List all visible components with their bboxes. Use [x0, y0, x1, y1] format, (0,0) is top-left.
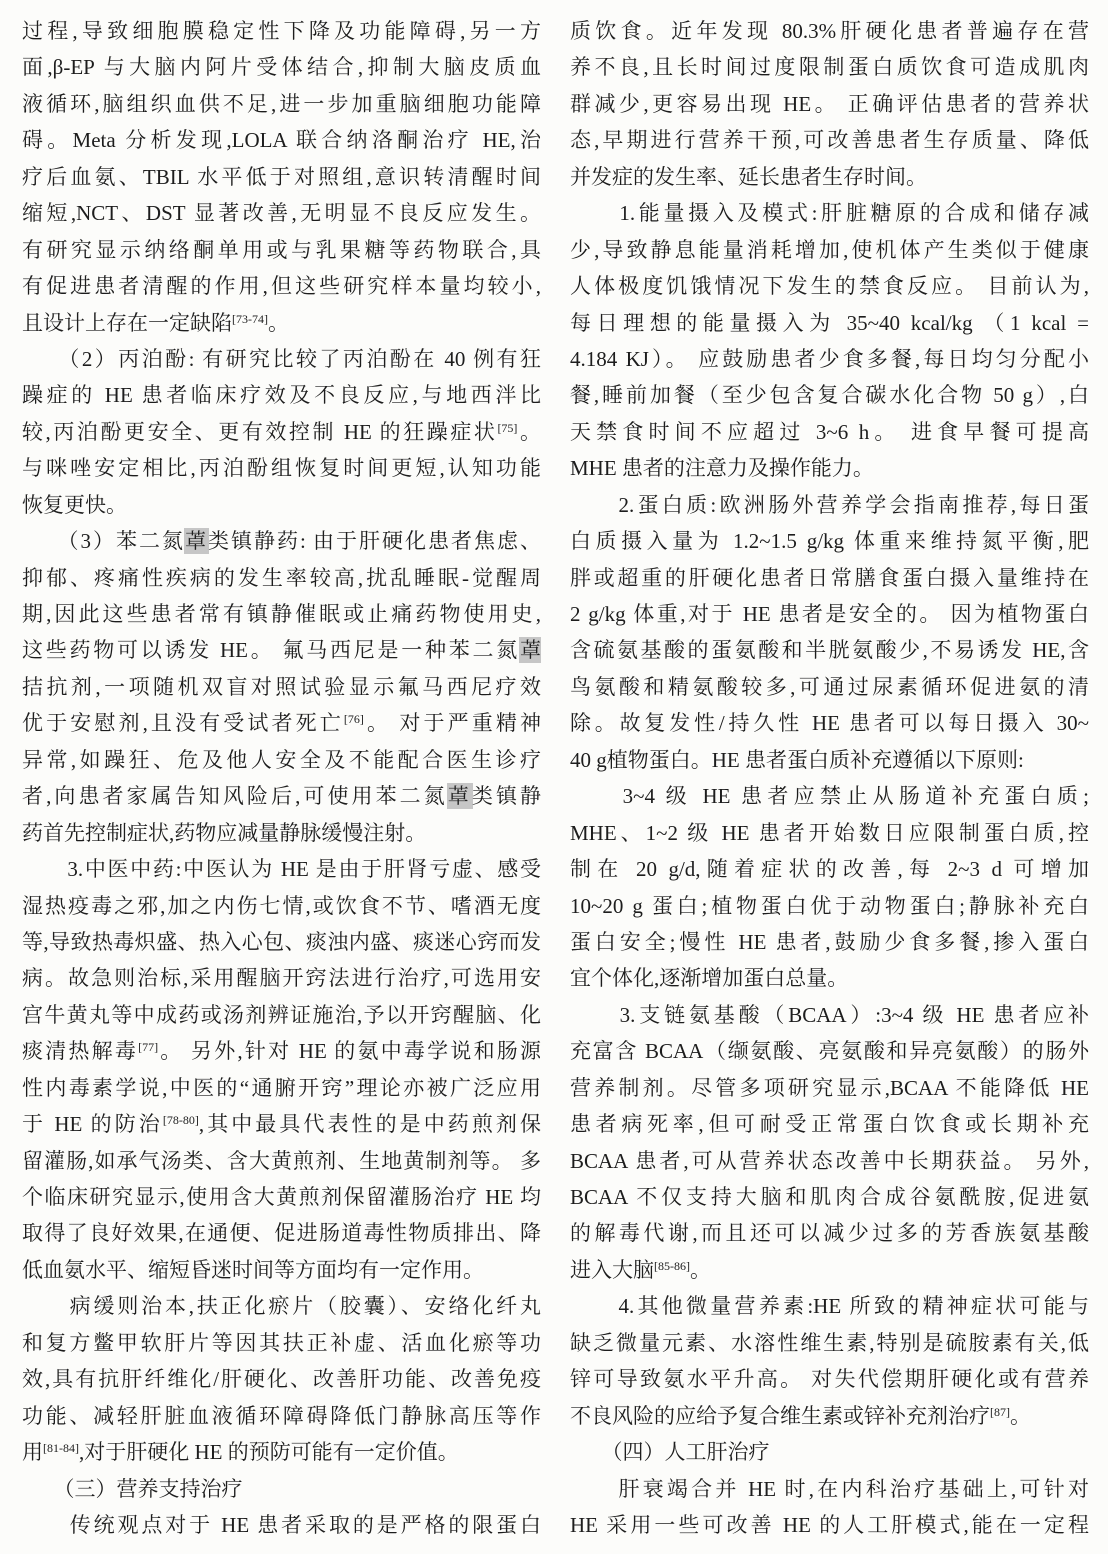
text-line: 少,导致静息能量消耗增加,使机体产生类似于健康 — [570, 237, 1089, 262]
text-line: 群减少,更容易出现 HE。 正确评估患者的营养状 — [570, 91, 1089, 116]
text-line: 留灌肠,如承气汤类、含大黄煎剂、生地黄制剂等。 多 — [22, 1148, 541, 1173]
text-line: 制在 20 g/d,随着症状的改善,每 2~3 d 可增加 — [570, 857, 1089, 882]
text-line: （三）营养支持治疗 — [22, 1476, 243, 1501]
text-line: 患者病死率,但可耐受正常蛋白饮食或长期补充 — [570, 1112, 1089, 1137]
text-line: 进入大脑[85-86]。 — [570, 1257, 711, 1282]
text-line: 3.中医中药:中医认为 HE 是由于肝肾亏虚、感受 — [22, 857, 541, 882]
text-line: 宫牛黄丸等中成药或汤剂辨证施治,予以开窍醒脑、化 — [22, 1002, 541, 1027]
text-line: 性内毒素学说,中医的“通腑开窍”理论亦被广泛应用 — [22, 1075, 541, 1100]
text-line: 等,导致热毒炽盛、热入心包、痰浊内盛、痰迷心窍而发 — [22, 929, 541, 954]
text-line: 1.能量摄入及模式:肝脏糖原的合成和储存减 — [570, 201, 1089, 226]
text-line: 与咪唑安定相比,丙泊酚组恢复时间更短,认知功能 — [22, 456, 541, 481]
text-line: 蛋白安全;慢性 HE 患者,鼓励少食多餐,掺入蛋白 — [570, 929, 1089, 954]
text-line: 鸟氨酸和精氨酸较多,可通过尿素循环促进氨的清 — [570, 674, 1089, 699]
text-line: 肝衰竭合并 HE 时,在内科治疗基础上,可针对 — [570, 1476, 1089, 1501]
text-line: 药首先控制症状,药物应减量静脉缓慢注射。 — [22, 820, 427, 845]
text-line: 传统观点对于 HE 患者采取的是严格的限蛋白 — [22, 1512, 541, 1537]
text-column-left — [22, 13, 541, 1543]
text-line: 于 HE 的防治[78-80],其中最具代表性的是中药煎剂保 — [22, 1112, 541, 1137]
text-line: MHE、1~2 级 HE 患者开始数日应限制蛋白质,控 — [570, 820, 1089, 845]
text-line: 质饮食。近年发现 80.3%肝硬化患者普遍存在营 — [570, 19, 1089, 43]
text-line: 恢复更快。 — [22, 492, 127, 517]
text-line: 碍。Meta 分析发现,LOLA 联合纳洛酮治疗 HE,治 — [22, 128, 541, 153]
reference-superscript: [77] — [138, 1040, 159, 1055]
text-line: BCAA 不仅支持大脑和肌肉合成谷氨酰胺,促进氨 — [570, 1185, 1089, 1209]
text-line: 营养制剂。尽管多项研究显示,BCAA 不能降低 HE — [570, 1075, 1089, 1100]
text-line: 除。故复发性/持久性 HE 患者可以每日摄入 30~ — [570, 711, 1089, 736]
text-line: 液循环,脑组织血供不足,进一步加重脑细胞功能障 — [22, 91, 541, 116]
text-line: 者,向患者家属告知风险后,可使用苯二氮䓬类镇静 — [22, 784, 541, 809]
text-line: 抑郁、疼痛性疾病的发生率较高,扰乱睡眠-觉醒周 — [22, 565, 541, 590]
boxed-missing-glyph: 䓬 — [520, 638, 541, 663]
text-line: 3~4 级 HE 患者应禁止从肠道补充蛋白质; — [570, 784, 1089, 809]
text-line: 40 g植物蛋白。HE 患者蛋白质补充遵循以下原则: — [570, 747, 1024, 772]
text-line: 病。故急则治标,采用醒脑开窍法进行治疗,可选用安 — [22, 966, 541, 991]
text-line: 个临床研究显示,使用含大黄煎剂保留灌肠治疗 HE 均 — [22, 1185, 541, 1209]
text-line: 拮抗剂,一项随机双盲对照试验显示氟马西尼疗效 — [22, 674, 541, 699]
reference-superscript: [85-86] — [654, 1258, 690, 1273]
text-line: （2）丙泊酚: 有研究比较了丙泊酚在 40 例有狂 — [22, 346, 541, 371]
reference-superscript: [87] — [990, 1404, 1010, 1419]
text-column-right — [570, 13, 1089, 1543]
text-line: 这些药物可以诱发 HE。 氟马西尼是一种苯二氮䓬 — [22, 638, 541, 663]
text-line: 湿热疫毒之邪,加之内伤七情,或饮食不节、嗜酒无度 — [22, 893, 541, 918]
text-line: 充富含 BCAA（缬氨酸、亮氨酸和异亮氨酸）的肠外 — [570, 1039, 1089, 1064]
text-line: 缺乏微量元素、水溶性维生素,特别是硫胺素有关,低 — [570, 1330, 1089, 1355]
text-line: 不良风险的应给予复合维生素或锌补充剂治疗[87]。 — [570, 1403, 1031, 1428]
text-line: MHE 患者的注意力及操作能力。 — [570, 456, 874, 481]
text-line: 养不良,且长时间过度限制蛋白质饮食可造成肌肉 — [570, 55, 1089, 80]
text-line: 2.蛋白质:欧洲肠外营养学会指南推荐,每日蛋 — [570, 492, 1089, 517]
text-line: 效,具有抗肝纤维化/肝硬化、改善肝功能、改善免疫 — [22, 1367, 541, 1392]
text-line: 期,因此这些患者常有镇静催眠或止痛药物使用史, — [22, 602, 541, 626]
text-line: 病缓则治本,扶正化瘀片（胶囊）、安络化纤丸 — [22, 1294, 541, 1319]
text-line: 和复方鳖甲软肝片等因其扶正补虚、活血化瘀等功 — [22, 1330, 541, 1355]
text-line: 有促进患者清醒的作用,但这些研究样本量均较小, — [22, 274, 541, 299]
text-line: 痰清热解毒[77]。 另外,针对 HE 的氨中毒学说和肠源 — [22, 1039, 541, 1064]
text-line: 疗后血氨、TBIL 水平低于对照组,意识转清醒时间 — [22, 164, 541, 189]
text-line: 优于安慰剂,且没有受试者死亡[76]。 对于严重精神 — [22, 711, 541, 736]
text-line: 用[81-84],对于肝硬化 HE 的预防可能有一定价值。 — [22, 1440, 459, 1465]
text-line: 的解毒代谢,而且还可以减少过多的芳香族氨基酸 — [570, 1221, 1089, 1246]
text-line: （四）人工肝治疗 — [570, 1440, 770, 1465]
text-line: 4.其他微量营养素:HE 所致的精神症状可能与 — [570, 1294, 1089, 1319]
text-line: 功能、减轻肝脏血液循环障碍降低门静脉高压等作 — [22, 1403, 541, 1428]
text-line: 取得了良好效果,在通便、促进肠道毒性物质排出、降 — [22, 1221, 541, 1246]
reference-superscript: [78-80] — [162, 1113, 199, 1128]
text-line: 人体极度饥饿情况下发生的禁食反应。 目前认为, — [570, 274, 1089, 299]
boxed-missing-glyph: 䓬 — [184, 529, 208, 554]
text-line: 天禁食时间不应超过 3~6 h。 进食早餐可提高 — [570, 419, 1089, 444]
text-line: 每日理想的能量摄入为 35~40 kcal/kg （1 kcal = — [570, 310, 1089, 335]
text-line: 且设计上存在一定缺陷[73-74]。 — [22, 310, 289, 335]
text-line: 并发症的发生率、延长患者生存时间。 — [570, 164, 927, 189]
text-line: 面,β-EP 与大脑内阿片受体结合,抑制大脑皮质血 — [22, 55, 541, 80]
boxed-missing-glyph: 䓬 — [447, 784, 472, 809]
text-line: 态,早期进行营养干预,可改善患者生存质量、降低 — [570, 128, 1089, 153]
text-line: 10~20 g 蛋白;植物蛋白优于动物蛋白;静脉补充白 — [570, 893, 1089, 918]
text-line: 白质摄入量为 1.2~1.5 g/kg 体重来维持氮平衡,肥 — [570, 529, 1089, 554]
text-line: 异常,如躁狂、危及他人安全及不能配合医生诊疗 — [22, 747, 541, 772]
text-line: 躁症的 HE 患者临床疗效及不良反应,与地西泮比 — [22, 383, 541, 408]
text-line: 锌可导致氨水平升高。 对失代偿期肝硬化或有营养 — [570, 1367, 1089, 1392]
text-line: 过程,导致细胞膜稳定性下降及功能障碍,另一方 — [22, 19, 541, 43]
text-line: （3）苯二氮䓬类镇静药: 由于肝硬化患者焦虑、 — [22, 529, 541, 554]
text-line: 餐,睡前加餐（至少包含复合碳水化合物 50 g）,白 — [570, 383, 1089, 408]
text-line: 含硫氨基酸的蛋氨酸和半胱氨酸少,不易诱发 HE,含 — [570, 638, 1089, 663]
text-line: 宜个体化,逐渐增加蛋白总量。 — [570, 966, 849, 991]
text-line: 3.支链氨基酸（BCAA）:3~4 级 HE 患者应补 — [570, 1002, 1089, 1027]
text-line: 4.184 KJ）。 应鼓励患者少食多餐,每日均匀分配小 — [570, 346, 1089, 371]
text-line: BCAA 患者,可从营养状态改善中长期获益。 另外, — [570, 1148, 1089, 1173]
reference-superscript: [75] — [497, 420, 518, 435]
text-line: 胖或超重的肝硬化患者日常膳食蛋白摄入量维持在 — [570, 565, 1089, 590]
reference-superscript: [73-74] — [232, 311, 268, 326]
text-line: 低血氨水平、缩短昏迷时间等方面均有一定作用。 — [22, 1257, 484, 1282]
text-line: HE 采用一些可改善 HE 的人工肝模式,能在一定程 — [570, 1512, 1089, 1537]
text-line: 缩短,NCT、DST 显著改善,无明显不良反应发生。 — [22, 201, 541, 226]
text-line: 有研究显示纳络酮单用或与乳果糖等药物联合,具 — [22, 237, 541, 262]
reference-superscript: [81-84] — [43, 1441, 79, 1456]
text-line: 较,丙泊酚更安全、更有效控制 HE 的狂躁症状[75]。 — [22, 419, 541, 444]
text-line: 2 g/kg 体重,对于 HE 患者是安全的。 因为植物蛋白 — [570, 602, 1089, 626]
reference-superscript: [76] — [343, 712, 364, 727]
